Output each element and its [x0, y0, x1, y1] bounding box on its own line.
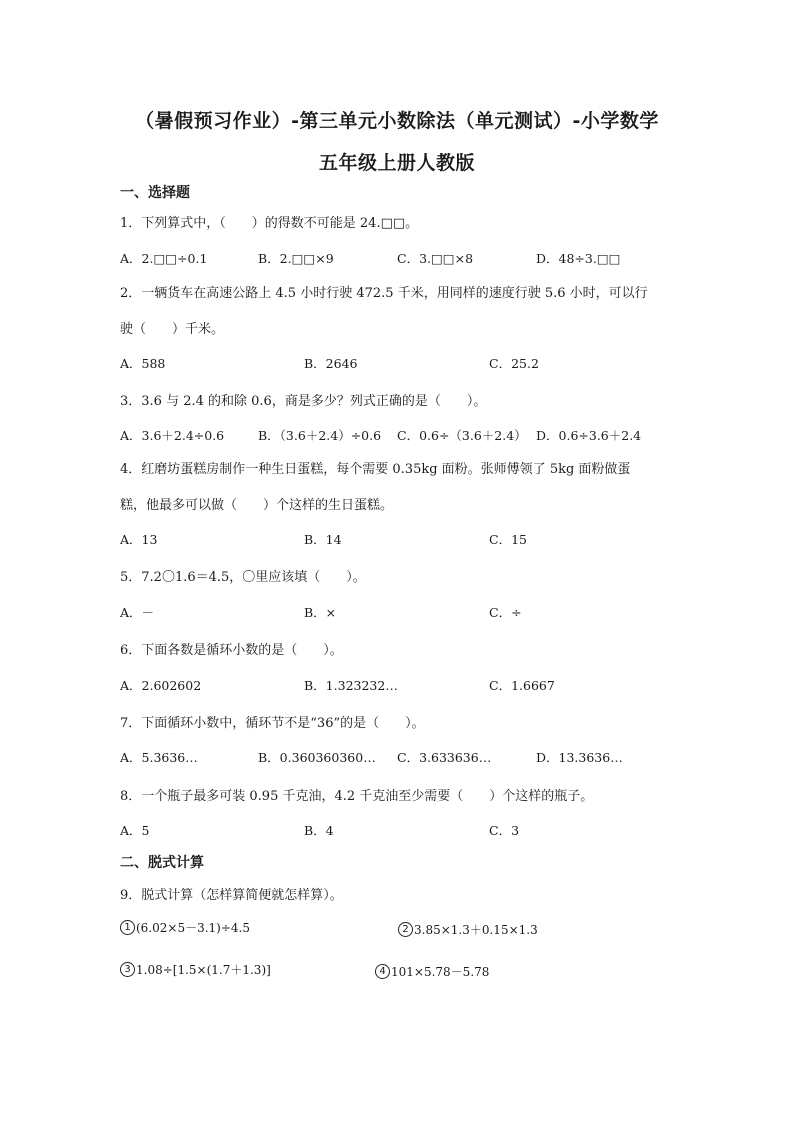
q8-option-a: A．5	[120, 823, 150, 838]
q1-option-c: C．3.□□×8	[397, 251, 474, 266]
q2-option-c: C．25.2	[489, 356, 539, 371]
calc-expression-1: (6.02×5－3.1)÷4.5	[136, 921, 250, 935]
calc-expression-3: 1.08÷[1.5×(1.7＋1.3)]	[136, 963, 271, 977]
q8-option-b: B．4	[304, 823, 334, 838]
q6-option-b: B．1.323232…	[304, 678, 398, 693]
page-title-line1: （暑假预习作业）-第三单元小数除法（单元测试）-小学数学	[135, 110, 659, 132]
calc-item-1	[120, 919, 250, 936]
question-9: 9．脱式计算（怎样算简便就怎样算）。	[120, 888, 343, 903]
calc-expression-2: 3.85×1.3＋0.15×1.3	[414, 923, 538, 937]
question-7: 7．下面循环小数中，循环节不是“36”的是（ ）。	[120, 716, 425, 731]
section-heading-calculation: 二、脱式计算	[120, 855, 204, 871]
question-2-line1: 2．一辆货车在高速公路上 4.5 小时行驶 472.5 千米，用同样的速度行驶 5.6 小时，可以行	[120, 286, 648, 301]
q5-option-b: B．×	[304, 605, 337, 620]
question-3: 3．3.6 与 2.4 的和除 0.6，商是多少？列式正确的是（ ）。	[120, 394, 487, 409]
q1-option-d: D．48÷3.□□	[536, 251, 621, 266]
q4-option-a: A．13	[120, 532, 158, 547]
q1-option-a: A．2.□□÷0.1	[120, 251, 208, 266]
calc-expression-4: 101×5.78－5.78	[391, 965, 490, 979]
q3-option-d: D．0.6÷3.6＋2.4	[536, 428, 642, 443]
circled-number-4: 4	[375, 964, 390, 979]
q7-option-a: A．5.3636…	[120, 750, 198, 765]
section-heading-choice: 一、选择题	[120, 185, 190, 201]
question-8: 8．一个瓶子最多可装 0.95 千克油，4.2 千克油至少需要（ ）个这样的瓶子。	[120, 789, 594, 804]
question-4-line1: 4．红磨坊蛋糕房制作一种生日蛋糕，每个需要 0.35kg 面粉。张师傅领了 5kg 面粉做蛋	[120, 462, 631, 477]
calc-item-4	[375, 963, 489, 980]
circled-number-1: 1	[120, 920, 135, 935]
page-title-line2: 五年级上册人教版	[318, 152, 475, 174]
q3-option-b: B．（3.6＋2.4）÷0.6	[258, 428, 382, 443]
question-5: 5．7.2〇1.6＝4.5，〇里应该填（ ）。	[120, 570, 366, 585]
q7-option-b: B．0.360360360…	[258, 750, 376, 765]
calc-item-2	[398, 921, 538, 938]
q5-option-a: A．－	[120, 605, 155, 620]
q7-option-c: C．3.633636…	[397, 750, 492, 765]
q2-option-b: B．2646	[304, 356, 358, 371]
question-1: 1．下列算式中，（ ）的得数不可能是 24.□□。	[120, 216, 419, 231]
q3-option-c: C．0.6÷（3.6＋2.4）	[397, 428, 527, 443]
question-4-line2: 糕，他最多可以做（ ）个这样的生日蛋糕。	[120, 498, 394, 513]
q7-option-d: D．13.3636…	[536, 750, 623, 765]
q6-option-c: C．1.6667	[489, 678, 555, 693]
q6-option-a: A．2.602602	[120, 678, 202, 693]
q4-option-b: B．14	[304, 532, 342, 547]
calc-item-3	[120, 961, 271, 978]
question-2-line2: 驶（ ）千米。	[120, 322, 225, 337]
q5-option-c: C．÷	[489, 605, 522, 620]
q4-option-c: C．15	[489, 532, 527, 547]
question-6: 6．下面各数是循环小数的是（ ）。	[120, 643, 343, 658]
q8-option-c: C．3	[489, 823, 520, 838]
circled-number-2: 2	[398, 922, 413, 937]
circled-number-3: 3	[120, 962, 135, 977]
q3-option-a: A．3.6＋2.4÷0.6	[120, 428, 225, 443]
q1-option-b: B．2.□□×9	[258, 251, 334, 266]
q2-option-a: A．588	[120, 356, 166, 371]
